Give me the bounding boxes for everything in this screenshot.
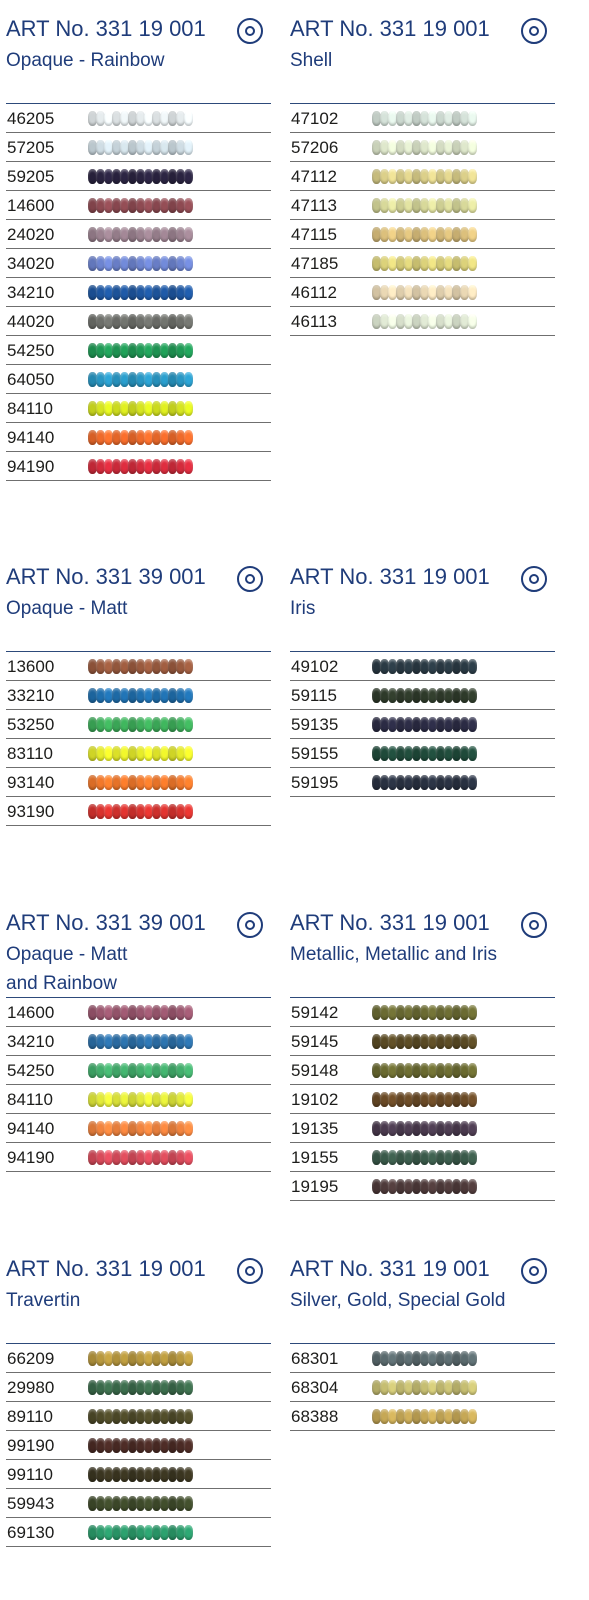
bead <box>184 372 193 387</box>
list-item <box>6 1056 271 1085</box>
bead-swatch <box>372 1120 476 1137</box>
bead-swatch <box>372 1379 476 1396</box>
section-metallic <box>290 910 555 1196</box>
list-item <box>6 191 271 220</box>
bead-swatch <box>88 774 192 791</box>
article-code: 53250 <box>7 715 55 734</box>
bead <box>468 1005 477 1020</box>
bead-swatch <box>88 1524 192 1541</box>
article-code: 46113 <box>291 312 338 331</box>
bead-swatch <box>372 1033 476 1050</box>
bead-swatch <box>88 1408 192 1425</box>
bead-swatch <box>88 458 192 475</box>
bead <box>468 256 477 271</box>
article-code: 46112 <box>291 283 338 302</box>
list-item <box>6 768 271 797</box>
list-item <box>6 1431 271 1460</box>
section-subtitle: Iris <box>290 598 316 619</box>
bead <box>184 746 193 761</box>
list-item <box>6 423 271 452</box>
list-item <box>6 1518 271 1547</box>
article-code: 57206 <box>291 138 339 157</box>
bead-swatch <box>88 1004 192 1021</box>
bead <box>184 804 193 819</box>
bead <box>184 1380 193 1395</box>
bead-swatch <box>372 110 476 127</box>
article-code: 84110 <box>7 1090 54 1109</box>
bead <box>184 1034 193 1049</box>
bead <box>468 775 477 790</box>
bead <box>468 1380 477 1395</box>
bead <box>184 256 193 271</box>
list-item <box>6 739 271 768</box>
list-item <box>6 162 271 191</box>
bead-swatch <box>88 1379 192 1396</box>
list-item <box>6 652 271 681</box>
bead <box>468 1351 477 1366</box>
list-item <box>6 681 271 710</box>
list-item <box>6 998 271 1027</box>
bead-list <box>290 998 555 1201</box>
bead <box>184 169 193 184</box>
list-item <box>290 681 555 710</box>
bead <box>184 717 193 732</box>
article-code: 94190 <box>7 457 55 476</box>
art-number: ART No. 331 19 001 <box>290 1256 490 1281</box>
article-code: 68301 <box>291 1349 339 1368</box>
section-subtitle: Opaque - Rainbow <box>6 50 165 71</box>
bead <box>184 314 193 329</box>
bead-swatch <box>372 658 476 675</box>
list-item <box>6 220 271 249</box>
bead-swatch <box>88 1466 192 1483</box>
list-item <box>290 710 555 739</box>
article-code: 49102 <box>291 657 339 676</box>
section-subtitle: Metallic, Metallic and Iris <box>290 944 497 965</box>
list-item <box>290 249 555 278</box>
bead <box>184 1467 193 1482</box>
article-code: 19195 <box>291 1177 339 1196</box>
list-item <box>290 1344 555 1373</box>
bead-swatch <box>88 803 192 820</box>
list-item <box>6 394 271 423</box>
article-code: 59135 <box>291 715 339 734</box>
bead-swatch <box>88 1120 192 1137</box>
bead <box>184 401 193 416</box>
list-item <box>290 998 555 1027</box>
list-item <box>6 1373 271 1402</box>
bead <box>184 1092 193 1107</box>
art-number: ART No. 331 19 001 <box>290 16 490 41</box>
list-item <box>6 336 271 365</box>
bead-swatch <box>88 168 192 185</box>
bead-swatch <box>372 1350 476 1367</box>
bead-swatch <box>88 429 192 446</box>
bead <box>184 775 193 790</box>
bead-swatch <box>88 1437 192 1454</box>
article-code: 59115 <box>291 686 338 705</box>
bead <box>468 314 477 329</box>
bead-list <box>6 104 271 481</box>
article-code: 99110 <box>7 1465 54 1484</box>
target-icon <box>521 566 547 592</box>
list-item <box>290 278 555 307</box>
article-code: 59943 <box>7 1494 55 1513</box>
bead-swatch <box>372 255 476 272</box>
bead-swatch <box>88 1033 192 1050</box>
bead <box>184 198 193 213</box>
list-item <box>290 307 555 336</box>
bead-swatch <box>88 342 192 359</box>
article-code: 47113 <box>291 196 338 215</box>
bead-swatch <box>88 716 192 733</box>
bead <box>468 1121 477 1136</box>
bead <box>468 659 477 674</box>
bead-swatch <box>372 197 476 214</box>
bead-list <box>6 652 271 826</box>
bead-swatch <box>88 1350 192 1367</box>
bead <box>468 746 477 761</box>
section-subtitle: Silver, Gold, Special Gold <box>290 1290 506 1311</box>
section-header <box>290 16 555 75</box>
bead <box>184 1063 193 1078</box>
article-code: 69130 <box>7 1523 55 1542</box>
list-item <box>6 452 271 481</box>
bead <box>468 198 477 213</box>
list-item <box>290 1027 555 1056</box>
target-icon <box>237 18 263 44</box>
bead <box>468 1063 477 1078</box>
bead <box>184 688 193 703</box>
section-iris <box>290 564 555 792</box>
bead <box>184 1150 193 1165</box>
list-item <box>6 1027 271 1056</box>
section-header <box>290 1256 555 1315</box>
article-code: 47185 <box>291 254 339 273</box>
article-code: 59145 <box>291 1032 339 1051</box>
list-item <box>290 1056 555 1085</box>
bead-swatch <box>88 313 192 330</box>
bead <box>468 688 477 703</box>
article-code: 29980 <box>7 1378 55 1397</box>
article-code: 46205 <box>7 109 55 128</box>
list-item <box>6 365 271 394</box>
list-item <box>6 1402 271 1431</box>
list-item <box>290 191 555 220</box>
bead-swatch <box>88 284 192 301</box>
bead-swatch <box>372 139 476 156</box>
article-code: 33210 <box>7 686 55 705</box>
bead-swatch <box>88 110 192 127</box>
section-header <box>290 910 555 969</box>
bead-swatch <box>372 716 476 733</box>
section-header <box>290 564 555 623</box>
bead <box>184 459 193 474</box>
article-code: 57205 <box>7 138 55 157</box>
art-number: ART No. 331 39 001 <box>6 910 206 935</box>
bead-list <box>290 104 555 336</box>
list-item <box>290 1402 555 1431</box>
bead <box>184 430 193 445</box>
list-item <box>290 652 555 681</box>
list-item <box>6 133 271 162</box>
list-item <box>290 1114 555 1143</box>
list-item <box>290 768 555 797</box>
bead-list <box>290 652 555 797</box>
list-item <box>6 1085 271 1114</box>
bead <box>468 169 477 184</box>
section-subtitle: Shell <box>290 50 333 71</box>
article-code: 93140 <box>7 773 55 792</box>
section-opaque-matt-rainbow <box>6 910 271 1167</box>
article-code: 24020 <box>7 225 55 244</box>
bead-swatch <box>88 197 192 214</box>
article-code: 44020 <box>7 312 55 331</box>
bead-swatch <box>88 1495 192 1512</box>
target-icon <box>237 912 263 938</box>
bead-swatch <box>88 255 192 272</box>
section-header <box>6 16 271 75</box>
article-code: 89110 <box>7 1407 54 1426</box>
article-code: 34210 <box>7 1032 55 1051</box>
section-subtitle: Travertin <box>6 1290 81 1311</box>
article-code: 59148 <box>291 1061 339 1080</box>
article-code: 34020 <box>7 254 55 273</box>
list-item <box>6 710 271 739</box>
article-code: 19155 <box>291 1148 339 1167</box>
list-item <box>290 162 555 191</box>
article-code: 59195 <box>291 773 339 792</box>
bead <box>184 659 193 674</box>
bead-swatch <box>88 745 192 762</box>
bead-list <box>6 1344 271 1547</box>
article-code: 93190 <box>7 802 55 821</box>
bead <box>184 1525 193 1540</box>
article-code: 19135 <box>291 1119 339 1138</box>
art-number: ART No. 331 39 001 <box>6 564 206 589</box>
target-icon <box>237 1258 263 1284</box>
bead-swatch <box>372 226 476 243</box>
section-silver-gold <box>290 1256 555 1426</box>
target-icon <box>237 566 263 592</box>
bead <box>468 1034 477 1049</box>
article-code: 66209 <box>7 1349 55 1368</box>
article-code: 94140 <box>7 428 55 447</box>
list-item <box>290 220 555 249</box>
article-code: 68304 <box>291 1378 339 1397</box>
article-code: 34210 <box>7 283 55 302</box>
bead <box>468 111 477 126</box>
bead-swatch <box>88 400 192 417</box>
section-shell <box>290 16 555 331</box>
list-item <box>290 1085 555 1114</box>
bead-swatch <box>372 687 476 704</box>
article-code: 83110 <box>7 744 54 763</box>
bead-swatch <box>372 284 476 301</box>
section-header <box>6 1256 271 1315</box>
list-item <box>6 1460 271 1489</box>
bead <box>468 1179 477 1194</box>
section-subtitle: Opaque - Matt and Rainbow <box>6 944 128 994</box>
list-item <box>6 797 271 826</box>
art-number: ART No. 331 19 001 <box>6 16 206 41</box>
bead <box>184 1496 193 1511</box>
list-item <box>6 1344 271 1373</box>
article-code: 64050 <box>7 370 55 389</box>
art-number: ART No. 331 19 001 <box>290 564 490 589</box>
article-code: 94190 <box>7 1148 55 1167</box>
article-code: 19102 <box>291 1090 339 1109</box>
bead <box>184 1351 193 1366</box>
bead <box>468 1409 477 1424</box>
article-code: 14600 <box>7 196 55 215</box>
bead <box>184 1409 193 1424</box>
section-header <box>6 910 271 998</box>
bead <box>184 1005 193 1020</box>
bead-swatch <box>372 1149 476 1166</box>
article-code: 47115 <box>291 225 338 244</box>
bead-swatch <box>372 1062 476 1079</box>
list-item <box>6 1143 271 1172</box>
article-code: 94140 <box>7 1119 55 1138</box>
bead <box>184 285 193 300</box>
list-item <box>6 278 271 307</box>
target-icon <box>521 18 547 44</box>
bead-swatch <box>372 774 476 791</box>
bead-swatch <box>88 226 192 243</box>
bead-swatch <box>88 1149 192 1166</box>
bead-swatch <box>372 313 476 330</box>
bead <box>468 285 477 300</box>
target-icon <box>521 1258 547 1284</box>
bead-list <box>6 998 271 1172</box>
bead <box>184 343 193 358</box>
bead-swatch <box>372 1004 476 1021</box>
bead <box>184 111 193 126</box>
list-item <box>6 1489 271 1518</box>
section-subtitle: Opaque - Matt <box>6 598 128 619</box>
bead <box>184 227 193 242</box>
list-item <box>6 1114 271 1143</box>
bead-swatch <box>88 139 192 156</box>
section-header <box>6 564 271 623</box>
article-code: 59155 <box>291 744 339 763</box>
art-number: ART No. 331 19 001 <box>290 910 490 935</box>
list-item <box>6 249 271 278</box>
article-code: 68388 <box>291 1407 339 1426</box>
bead-swatch <box>88 687 192 704</box>
article-code: 99190 <box>7 1436 55 1455</box>
bead <box>468 140 477 155</box>
article-code: 47112 <box>291 167 338 186</box>
bead <box>468 1150 477 1165</box>
bead-swatch <box>88 658 192 675</box>
list-item <box>290 1373 555 1402</box>
bead <box>184 1121 193 1136</box>
section-opaque-rainbow <box>6 16 271 476</box>
list-item <box>290 739 555 768</box>
article-code: 84110 <box>7 399 54 418</box>
list-item <box>6 307 271 336</box>
bead <box>468 227 477 242</box>
bead-swatch <box>372 1408 476 1425</box>
article-code: 59205 <box>7 167 55 186</box>
list-item <box>290 104 555 133</box>
bead <box>184 1438 193 1453</box>
article-code: 59142 <box>291 1003 339 1022</box>
bead <box>468 717 477 732</box>
article-code: 54250 <box>7 1061 55 1080</box>
target-icon <box>521 912 547 938</box>
bead-swatch <box>372 1178 476 1195</box>
list-item <box>6 104 271 133</box>
article-code: 54250 <box>7 341 55 360</box>
article-code: 47102 <box>291 109 339 128</box>
bead-swatch <box>372 745 476 762</box>
bead <box>468 1092 477 1107</box>
bead-swatch <box>88 1062 192 1079</box>
list-item <box>290 133 555 162</box>
article-code: 13600 <box>7 657 55 676</box>
bead-swatch <box>88 1091 192 1108</box>
list-item <box>290 1172 555 1201</box>
art-number: ART No. 331 19 001 <box>6 1256 206 1281</box>
bead-swatch <box>372 168 476 185</box>
section-opaque-matt <box>6 564 271 821</box>
section-travertin <box>6 1256 271 1542</box>
bead <box>184 140 193 155</box>
list-item <box>290 1143 555 1172</box>
bead-swatch <box>88 371 192 388</box>
article-code: 14600 <box>7 1003 55 1022</box>
bead-list <box>290 1344 555 1431</box>
bead-swatch <box>372 1091 476 1108</box>
